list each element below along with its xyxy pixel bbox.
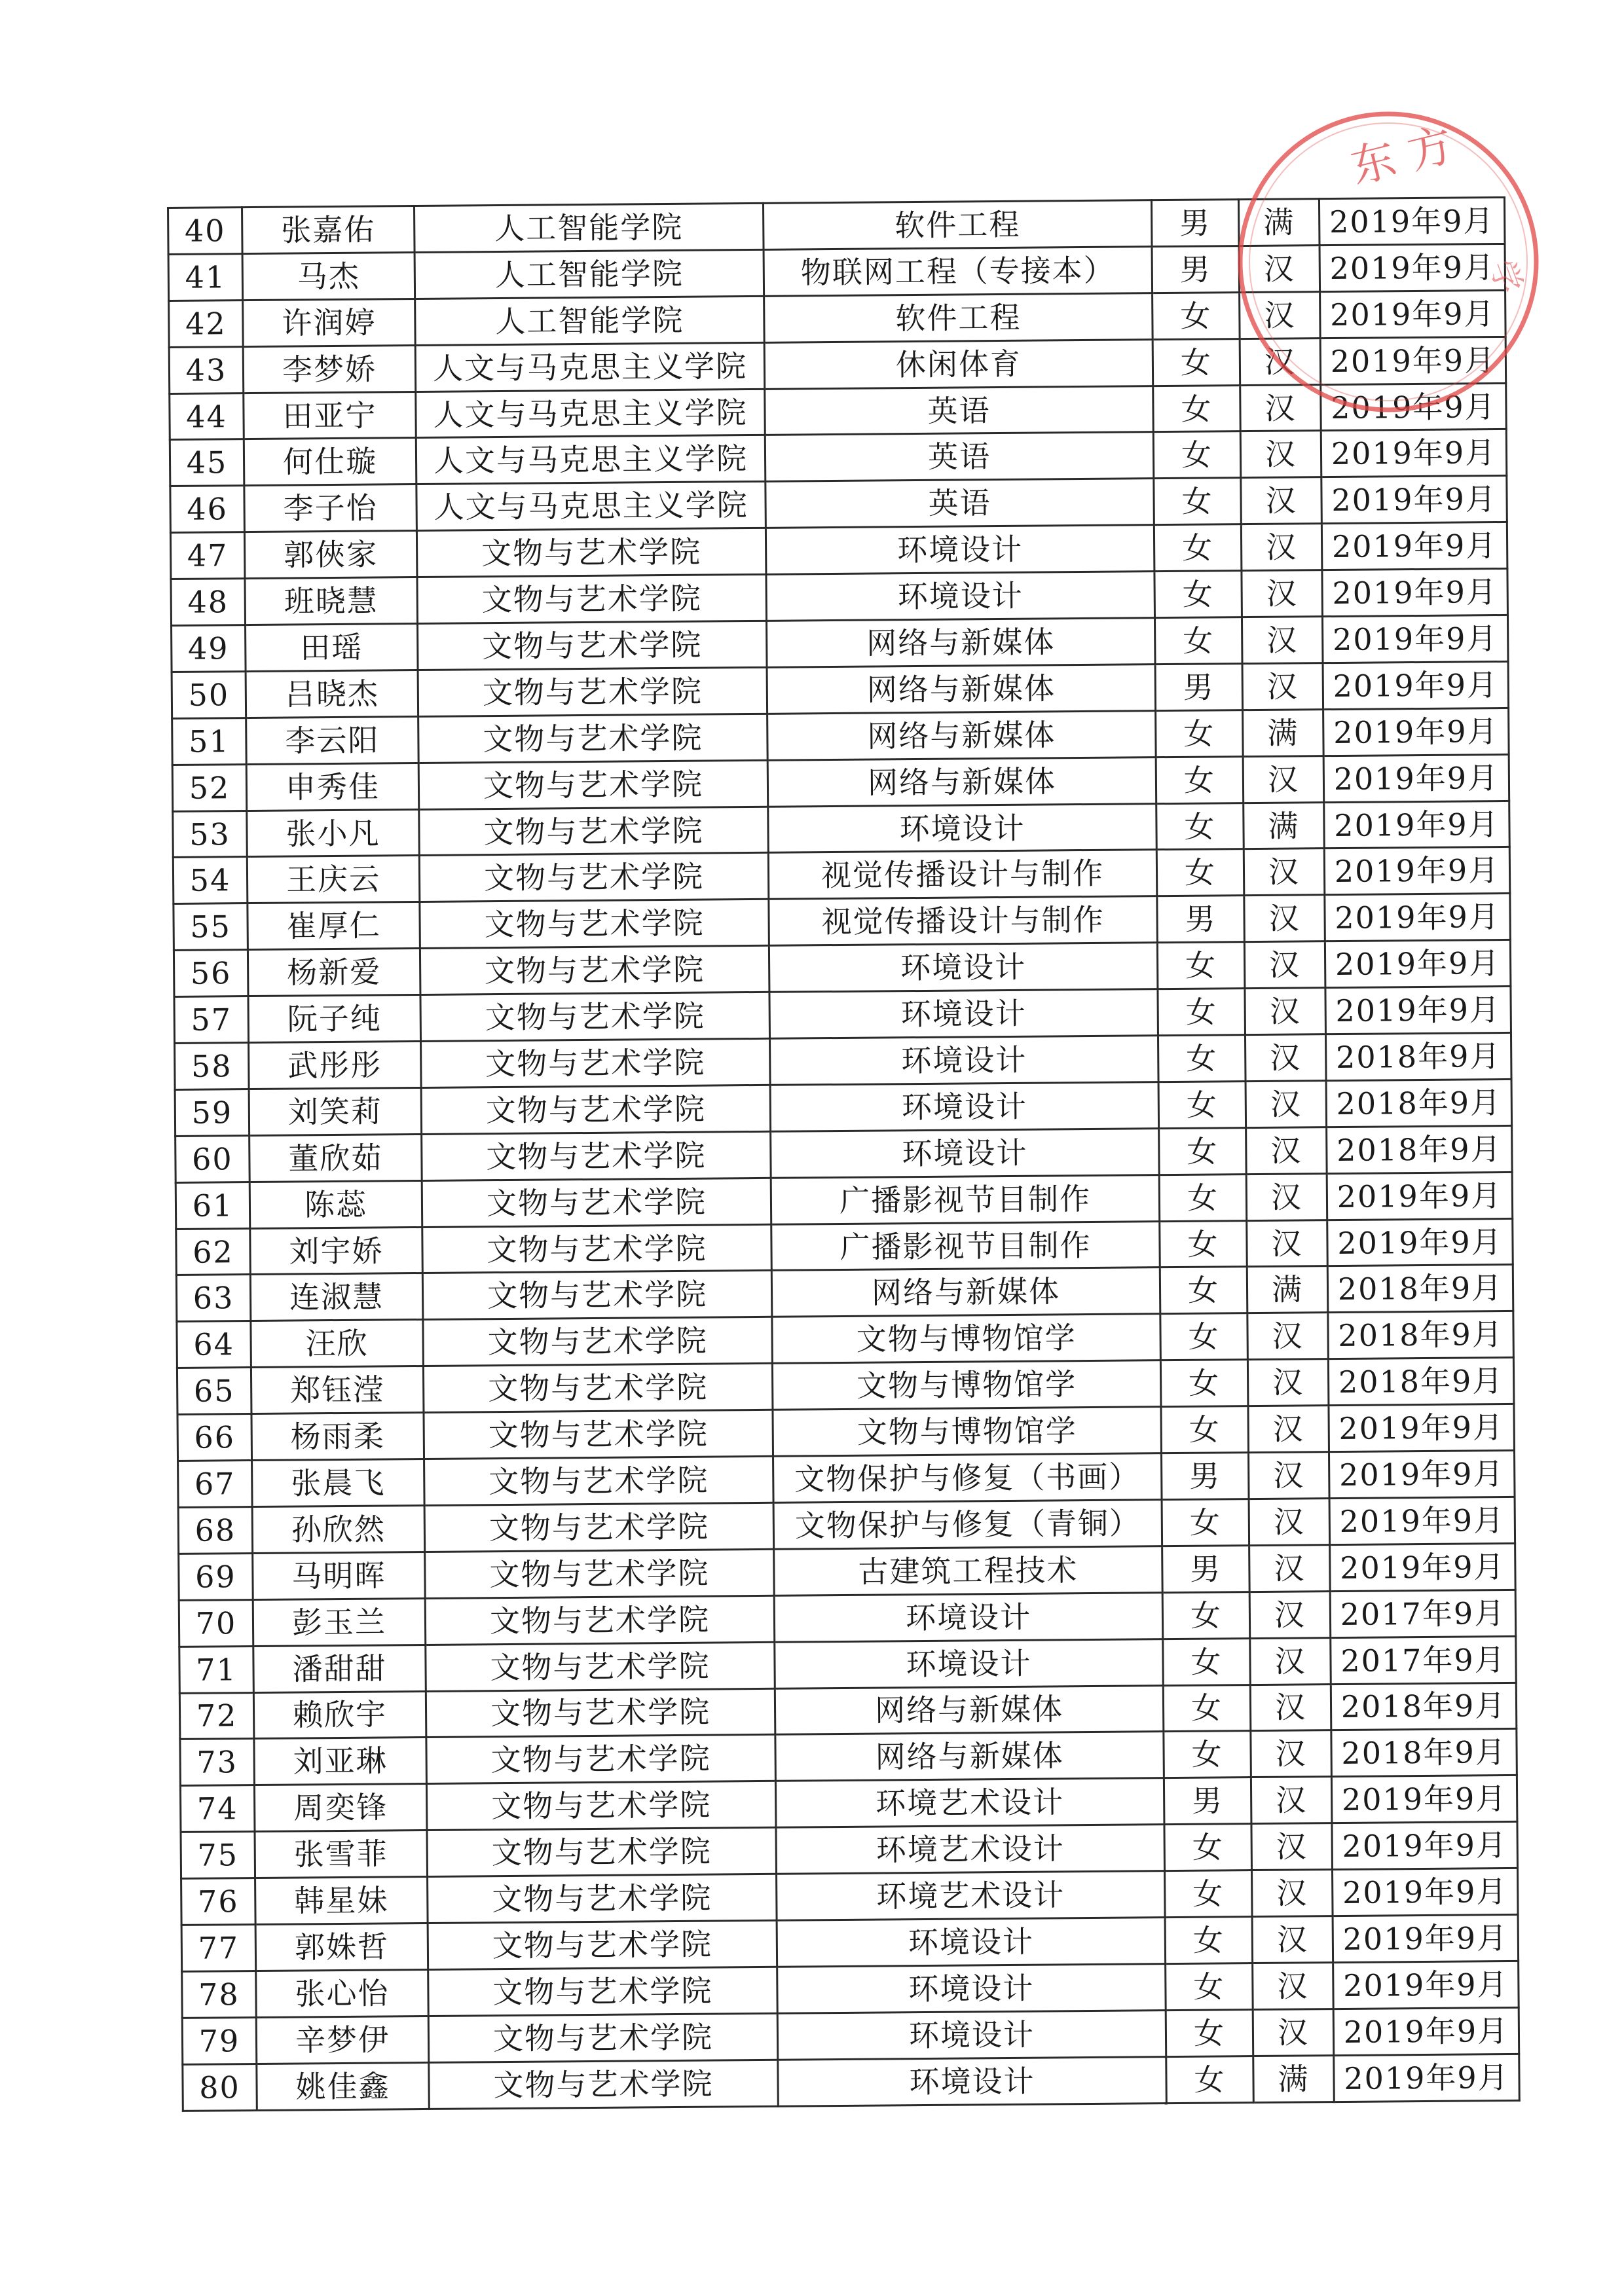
college-name-cell: 文物与艺术学院 [424, 1456, 774, 1505]
row-number-cell: 73 [180, 1739, 255, 1786]
ethnicity-cell: 汉 [1248, 1406, 1329, 1453]
college-name-cell: 文物与艺术学院 [420, 992, 770, 1041]
row-number-cell: 63 [176, 1275, 251, 1322]
enrollment-date-cell: 2019年9月 [1325, 940, 1511, 988]
major-name-cell: 环境设计 [766, 572, 1155, 621]
college-name-cell: 文物与艺术学院 [420, 900, 769, 949]
college-name-cell: 文物与艺术学院 [421, 1085, 771, 1134]
college-name-cell: 文物与艺术学院 [429, 2060, 779, 2109]
major-name-cell: 环境设计 [777, 1918, 1166, 1967]
enrollment-date-cell: 2019年9月 [1320, 290, 1506, 338]
gender-cell: 女 [1159, 1127, 1247, 1175]
major-name-cell: 环境设计 [770, 1082, 1159, 1132]
enrollment-date-cell: 2019年9月 [1332, 1822, 1518, 1870]
student-name-cell: 张心怡 [256, 1969, 429, 2017]
gender-cell: 女 [1156, 849, 1244, 896]
ethnicity-cell: 汉 [1245, 988, 1326, 1035]
college-name-cell: 文物与艺术学院 [418, 714, 768, 763]
enrollment-date-cell: 2019年9月 [1327, 1218, 1513, 1266]
row-number-cell: 50 [172, 671, 246, 718]
ethnicity-cell: 汉 [1244, 941, 1325, 989]
major-name-cell: 文物保护与修复（青铜） [773, 1500, 1162, 1550]
student-name-cell: 班晓慧 [245, 577, 418, 625]
ethnicity-cell: 汉 [1241, 524, 1322, 571]
major-name-cell: 环境设计 [766, 525, 1154, 575]
major-name-cell: 英语 [765, 432, 1154, 482]
major-name-cell: 文物保护与修复（书画） [773, 1453, 1162, 1503]
enrollment-date-cell: 2019年9月 [1320, 337, 1506, 384]
college-name-cell: 人文与马克思主义学院 [416, 482, 766, 531]
college-name-cell: 文物与艺术学院 [419, 807, 769, 856]
college-name-cell: 文物与艺术学院 [422, 1271, 772, 1320]
gender-cell: 女 [1156, 710, 1244, 757]
ethnicity-cell: 满 [1247, 1266, 1328, 1313]
row-number-cell: 51 [172, 718, 247, 765]
college-name-cell: 文物与艺术学院 [417, 574, 767, 623]
gender-cell: 女 [1154, 571, 1242, 618]
gender-cell: 男 [1164, 1777, 1251, 1825]
major-name-cell: 文物与博物馆学 [773, 1407, 1162, 1457]
student-name-cell: 郑钰滢 [251, 1366, 424, 1414]
major-name-cell: 环境设计 [771, 1128, 1160, 1178]
gender-cell: 女 [1166, 1963, 1253, 2010]
college-name-cell: 人工智能学院 [415, 249, 764, 299]
gender-cell: 女 [1154, 524, 1242, 572]
college-name-cell: 文物与艺术学院 [424, 1410, 773, 1459]
gender-cell: 女 [1162, 1499, 1249, 1546]
enrollment-date-cell: 2019年9月 [1323, 754, 1509, 802]
enrollment-date-cell: 2019年9月 [1320, 244, 1505, 291]
table-row [183, 2054, 1519, 2111]
major-name-cell: 环境艺术设计 [777, 1871, 1166, 1921]
enrollment-date-cell: 2019年9月 [1325, 894, 1511, 941]
row-number-cell: 66 [177, 1414, 252, 1461]
enrollment-date-cell: 2018年9月 [1326, 1079, 1512, 1127]
row-number-cell: 68 [178, 1506, 253, 1554]
ethnicity-cell: 汉 [1246, 1081, 1327, 1128]
row-number-cell: 71 [179, 1646, 254, 1693]
college-name-cell: 文物与艺术学院 [428, 1920, 777, 1969]
college-name-cell: 文物与艺术学院 [423, 1364, 773, 1413]
student-name-cell: 申秀佳 [246, 763, 419, 811]
gender-cell: 女 [1166, 2056, 1254, 2103]
ethnicity-cell: 汉 [1249, 1499, 1330, 1546]
row-number-cell: 53 [173, 811, 248, 858]
enrollment-date-cell: 2019年9月 [1329, 1450, 1515, 1498]
gender-cell: 女 [1154, 478, 1242, 525]
major-name-cell: 环境设计 [768, 803, 1157, 853]
gender-cell: 女 [1160, 1267, 1247, 1314]
enrollment-date-cell: 2019年9月 [1323, 708, 1509, 756]
gender-cell: 女 [1165, 1917, 1253, 1964]
major-name-cell: 环境设计 [775, 1639, 1164, 1688]
student-name-cell: 田瑶 [246, 624, 418, 672]
college-name-cell: 人工智能学院 [415, 203, 764, 252]
row-number-cell: 70 [179, 1599, 253, 1647]
gender-cell: 女 [1163, 1685, 1251, 1732]
enrollment-date-cell: 2018年9月 [1331, 1683, 1517, 1730]
college-name-cell: 文物与艺术学院 [426, 1735, 776, 1784]
college-name-cell: 文物与艺术学院 [416, 528, 766, 577]
gender-cell: 女 [1154, 617, 1242, 665]
student-name-cell: 李梦娇 [243, 345, 416, 393]
official-seal-stamp [1231, 105, 1545, 419]
enrollment-date-cell: 2019年9月 [1333, 1868, 1519, 1916]
gender-cell: 女 [1153, 431, 1241, 479]
roster-body [168, 197, 1520, 2111]
row-number-cell: 56 [174, 950, 248, 997]
row-number-cell: 60 [175, 1135, 250, 1182]
ethnicity-cell: 汉 [1251, 1823, 1333, 1870]
row-number-cell: 80 [183, 2064, 257, 2111]
enrollment-date-cell: 2019年9月 [1333, 1914, 1519, 1962]
ethnicity-cell: 汉 [1251, 1730, 1332, 1777]
ethnicity-cell: 汉 [1250, 1637, 1331, 1685]
gender-cell: 女 [1156, 803, 1244, 850]
enrollment-date-cell: 2018年9月 [1327, 1125, 1513, 1173]
row-number-cell: 43 [169, 346, 244, 393]
gender-cell: 男 [1152, 246, 1240, 293]
major-name-cell: 环境设计 [770, 1036, 1159, 1085]
roster-sheet [167, 196, 1509, 2112]
college-name-cell: 文物与艺术学院 [418, 621, 767, 670]
gender-cell: 男 [1162, 1545, 1250, 1592]
gender-cell: 女 [1153, 385, 1241, 432]
student-name-cell: 韩星妹 [255, 1877, 428, 1925]
enrollment-date-cell: 2019年9月 [1322, 569, 1508, 617]
ethnicity-cell: 汉 [1240, 431, 1321, 478]
major-name-cell: 环境设计 [769, 989, 1158, 1039]
student-name-cell: 李子怡 [244, 484, 417, 532]
student-name-cell: 辛梦伊 [256, 2016, 429, 2064]
row-number-cell: 49 [172, 625, 246, 672]
ethnicity-cell: 汉 [1243, 756, 1324, 803]
student-name-cell: 刘亚琳 [254, 1738, 427, 1785]
student-name-cell: 李云阳 [246, 716, 419, 764]
gender-cell: 女 [1160, 1220, 1247, 1267]
student-name-cell: 董欣茹 [249, 1134, 422, 1182]
student-name-cell: 刘笑莉 [249, 1087, 422, 1135]
student-name-cell: 杨新爱 [248, 949, 420, 996]
row-number-cell: 52 [172, 764, 247, 811]
row-number-cell: 75 [181, 1832, 255, 1879]
enrollment-date-cell: 2019年9月 [1329, 1497, 1515, 1544]
major-name-cell: 视觉传播设计与制作 [768, 850, 1157, 900]
major-name-cell: 网络与新媒体 [775, 1685, 1164, 1735]
student-name-cell: 杨雨柔 [251, 1413, 424, 1461]
major-name-cell: 休闲体育 [764, 339, 1153, 389]
row-number-cell: 78 [182, 1971, 257, 2018]
college-name-cell: 文物与艺术学院 [424, 1503, 774, 1552]
college-name-cell: 文物与艺术学院 [421, 1038, 771, 1087]
college-name-cell: 文物与艺术学院 [425, 1595, 775, 1645]
gender-cell: 女 [1165, 1870, 1253, 1918]
student-name-cell: 姚佳鑫 [257, 2062, 430, 2110]
gender-cell: 女 [1160, 1360, 1248, 1407]
student-roster-table [167, 196, 1521, 2112]
ethnicity-cell: 满 [1243, 709, 1324, 756]
row-number-cell: 69 [179, 1553, 253, 1600]
major-name-cell: 环境设计 [777, 1963, 1166, 2013]
college-name-cell: 人工智能学院 [415, 296, 765, 345]
ethnicity-cell: 汉 [1247, 1359, 1329, 1406]
student-name-cell: 王庆云 [247, 856, 420, 903]
enrollment-date-cell: 2019年9月 [1322, 615, 1508, 663]
college-name-cell: 文物与艺术学院 [426, 1642, 775, 1691]
student-name-cell: 连淑慧 [250, 1273, 423, 1321]
student-name-cell: 周奕锋 [254, 1784, 427, 1832]
row-number-cell: 54 [173, 857, 248, 904]
row-number-cell: 47 [170, 532, 245, 579]
ethnicity-cell: 汉 [1242, 663, 1323, 710]
student-name-cell: 潘甜甜 [253, 1645, 426, 1692]
gender-cell: 女 [1157, 942, 1245, 989]
student-name-cell: 崔厚仁 [248, 902, 420, 950]
enrollment-date-cell: 2019年9月 [1324, 847, 1510, 895]
enrollment-date-cell: 2017年9月 [1331, 1636, 1517, 1684]
student-name-cell: 孙欣然 [252, 1505, 425, 1553]
college-name-cell: 文物与艺术学院 [418, 667, 767, 716]
ethnicity-cell: 汉 [1240, 338, 1321, 385]
gender-cell: 女 [1156, 756, 1244, 803]
ethnicity-cell: 汉 [1249, 1544, 1331, 1592]
row-number-cell: 76 [181, 1878, 256, 1925]
row-number-cell: 74 [180, 1785, 255, 1832]
ethnicity-cell: 汉 [1246, 1173, 1327, 1220]
ethnicity-cell: 满 [1253, 2055, 1335, 2102]
major-name-cell: 网络与新媒体 [766, 618, 1155, 668]
ethnicity-cell: 汉 [1248, 1452, 1329, 1499]
college-name-cell: 文物与艺术学院 [418, 760, 768, 809]
row-number-cell: 40 [168, 208, 243, 255]
student-name-cell: 张嘉佑 [242, 206, 415, 254]
enrollment-date-cell: 2018年9月 [1327, 1265, 1513, 1313]
ethnicity-cell: 汉 [1246, 1127, 1327, 1174]
row-number-cell: 45 [170, 439, 244, 486]
college-name-cell: 文物与艺术学院 [422, 1131, 771, 1180]
row-number-cell: 55 [174, 903, 248, 951]
row-number-cell: 42 [169, 300, 244, 347]
gender-cell: 女 [1166, 2009, 1253, 2056]
college-name-cell: 文物与艺术学院 [420, 946, 769, 995]
enrollment-date-cell: 2019年9月 [1325, 987, 1511, 1034]
student-name-cell: 阮子纯 [248, 995, 421, 1043]
ethnicity-cell: 汉 [1250, 1684, 1331, 1731]
ethnicity-cell: 汉 [1242, 570, 1323, 617]
enrollment-date-cell: 2017年9月 [1330, 1590, 1516, 1637]
ethnicity-cell: 满 [1244, 802, 1325, 849]
college-name-cell: 文物与艺术学院 [426, 1688, 775, 1738]
major-name-cell: 环境设计 [778, 2056, 1167, 2106]
enrollment-date-cell: 2019年9月 [1323, 661, 1509, 709]
gender-cell: 女 [1160, 1313, 1248, 1360]
enrollment-date-cell: 2019年9月 [1334, 2054, 1520, 2102]
major-name-cell: 环境艺术设计 [775, 1778, 1164, 1828]
student-name-cell: 许润婷 [243, 299, 416, 346]
ethnicity-cell: 汉 [1239, 246, 1320, 293]
enrollment-date-cell: 2018年9月 [1331, 1729, 1517, 1777]
major-name-cell: 环境设计 [769, 943, 1158, 993]
row-number-cell: 62 [176, 1228, 251, 1275]
seal-text-top: 东 方 [1346, 118, 1459, 194]
ethnicity-cell: 汉 [1244, 895, 1325, 942]
college-name-cell: 文物与艺术学院 [422, 1224, 772, 1273]
enrollment-date-cell: 2019年9月 [1321, 383, 1507, 431]
student-name-cell: 张小凡 [247, 809, 420, 857]
major-name-cell: 软件工程 [763, 200, 1152, 250]
row-number-cell: 65 [177, 1368, 251, 1415]
ethnicity-cell: 汉 [1242, 617, 1323, 664]
ethnicity-cell: 汉 [1245, 1034, 1326, 1082]
gender-cell: 女 [1158, 1035, 1246, 1082]
enrollment-date-cell: 2019年9月 [1331, 1776, 1517, 1823]
enrollment-date-cell: 2019年9月 [1321, 429, 1507, 477]
college-name-cell: 人文与马克思主义学院 [416, 435, 766, 484]
student-name-cell: 汪欣 [251, 1320, 424, 1368]
enrollment-date-cell: 2019年9月 [1333, 1961, 1519, 2009]
ethnicity-cell: 汉 [1249, 1591, 1331, 1638]
student-name-cell: 马明晖 [253, 1552, 426, 1599]
row-number-cell: 46 [170, 486, 245, 533]
major-name-cell: 网络与新媒体 [775, 1732, 1164, 1781]
ethnicity-cell: 汉 [1252, 1870, 1333, 1917]
gender-cell: 男 [1151, 200, 1239, 247]
gender-cell: 男 [1155, 664, 1243, 711]
enrollment-date-cell: 2019年9月 [1319, 197, 1505, 245]
student-name-cell: 陈蕊 [249, 1180, 422, 1228]
gender-cell: 男 [1157, 896, 1245, 943]
ethnicity-cell: 汉 [1251, 1777, 1332, 1824]
major-name-cell: 古建筑工程技术 [774, 1546, 1163, 1595]
row-number-cell: 64 [177, 1321, 251, 1368]
ethnicity-cell: 满 [1238, 199, 1320, 246]
row-number-cell: 57 [174, 996, 249, 1044]
major-name-cell: 广播影视节目制作 [771, 1175, 1160, 1224]
student-name-cell: 田亚宁 [244, 392, 416, 439]
student-name-cell: 马杰 [242, 252, 415, 300]
major-name-cell: 软件工程 [764, 293, 1153, 342]
student-name-cell: 郭俠家 [244, 531, 417, 579]
college-name-cell: 文物与艺术学院 [419, 853, 769, 902]
major-name-cell: 环境设计 [777, 2010, 1166, 2060]
row-number-cell: 67 [178, 1461, 253, 1508]
row-number-cell: 61 [175, 1182, 250, 1229]
row-number-cell: 58 [175, 1043, 249, 1090]
enrollment-date-cell: 2018年9月 [1328, 1311, 1514, 1359]
enrollment-date-cell: 2019年9月 [1324, 801, 1510, 848]
major-name-cell: 网络与新媒体 [767, 710, 1156, 760]
major-name-cell: 英语 [765, 386, 1154, 435]
college-name-cell: 文物与艺术学院 [426, 1781, 776, 1831]
student-name-cell: 郭姝哲 [255, 1923, 428, 1971]
major-name-cell: 环境设计 [774, 1592, 1163, 1642]
enrollment-date-cell: 2018年9月 [1328, 1358, 1514, 1406]
ethnicity-cell: 汉 [1252, 1916, 1333, 1963]
student-name-cell: 赖欣宇 [253, 1691, 426, 1739]
ethnicity-cell: 汉 [1247, 1313, 1329, 1360]
ethnicity-cell: 汉 [1247, 1220, 1328, 1267]
student-name-cell: 彭玉兰 [253, 1598, 426, 1646]
enrollment-date-cell: 2019年9月 [1330, 1543, 1516, 1591]
student-name-cell: 何仕璇 [244, 438, 416, 486]
college-name-cell: 文物与艺术学院 [422, 1178, 771, 1227]
student-name-cell: 张雪菲 [255, 1831, 428, 1878]
major-name-cell: 网络与新媒体 [771, 1267, 1160, 1317]
gender-cell: 女 [1164, 1824, 1252, 1871]
row-number-cell: 72 [179, 1692, 254, 1740]
ethnicity-cell: 汉 [1244, 848, 1325, 896]
gender-cell: 女 [1153, 338, 1240, 386]
college-name-cell: 文物与艺术学院 [425, 1549, 775, 1598]
college-name-cell: 文物与艺术学院 [428, 1967, 778, 2016]
college-name-cell: 人文与马克思主义学院 [416, 389, 766, 438]
college-name-cell: 人文与马克思主义学院 [415, 342, 765, 392]
gender-cell: 女 [1161, 1406, 1249, 1453]
ethnicity-cell: 汉 [1253, 1962, 1334, 2009]
enrollment-date-cell: 2019年9月 [1329, 1404, 1515, 1452]
gender-cell: 女 [1159, 1174, 1247, 1221]
student-name-cell: 吕晓杰 [246, 670, 418, 718]
enrollment-date-cell: 2019年9月 [1333, 2007, 1519, 2055]
row-number-cell: 48 [171, 579, 246, 626]
row-number-cell: 77 [181, 1924, 256, 1971]
gender-cell: 女 [1162, 1592, 1250, 1639]
student-name-cell: 武彤彤 [249, 1042, 422, 1089]
major-name-cell: 视觉传播设计与制作 [769, 896, 1158, 946]
gender-cell: 女 [1158, 1082, 1246, 1129]
major-name-cell: 环境艺术设计 [776, 1825, 1165, 1874]
college-name-cell: 文物与艺术学院 [423, 1317, 773, 1366]
enrollment-date-cell: 2019年9月 [1321, 476, 1507, 524]
student-name-cell: 刘宇娇 [250, 1227, 423, 1275]
major-name-cell: 物联网工程（专接本） [764, 247, 1153, 297]
major-name-cell: 网络与新媒体 [767, 665, 1156, 714]
row-number-cell: 41 [168, 253, 243, 301]
student-name-cell: 张晨飞 [252, 1459, 425, 1507]
ethnicity-cell: 汉 [1240, 384, 1321, 431]
college-name-cell: 文物与艺术学院 [427, 1827, 777, 1876]
gender-cell: 女 [1164, 1731, 1251, 1778]
row-number-cell: 44 [170, 393, 244, 440]
enrollment-date-cell: 2019年9月 [1321, 522, 1507, 570]
college-name-cell: 文物与艺术学院 [428, 1874, 777, 1923]
gender-cell: 男 [1161, 1453, 1249, 1500]
major-name-cell: 文物与博物馆学 [772, 1314, 1161, 1364]
ethnicity-cell: 汉 [1240, 291, 1321, 338]
ethnicity-cell: 汉 [1241, 477, 1322, 524]
row-number-cell: 59 [175, 1089, 249, 1136]
gender-cell: 女 [1153, 292, 1240, 339]
gender-cell: 女 [1163, 1638, 1251, 1685]
major-name-cell: 广播影视节目制作 [771, 1221, 1160, 1271]
major-name-cell: 文物与博物馆学 [772, 1360, 1161, 1410]
gender-cell: 女 [1158, 989, 1246, 1036]
college-name-cell: 文物与艺术学院 [428, 2013, 778, 2062]
row-number-cell: 79 [182, 2017, 257, 2064]
enrollment-date-cell: 2019年9月 [1327, 1172, 1513, 1220]
major-name-cell: 网络与新媒体 [767, 757, 1156, 807]
seal-text-side: 学 [1482, 255, 1530, 299]
enrollment-date-cell: 2018年9月 [1325, 1032, 1511, 1080]
ethnicity-cell: 汉 [1253, 2009, 1334, 2056]
major-name-cell: 英语 [766, 479, 1154, 528]
